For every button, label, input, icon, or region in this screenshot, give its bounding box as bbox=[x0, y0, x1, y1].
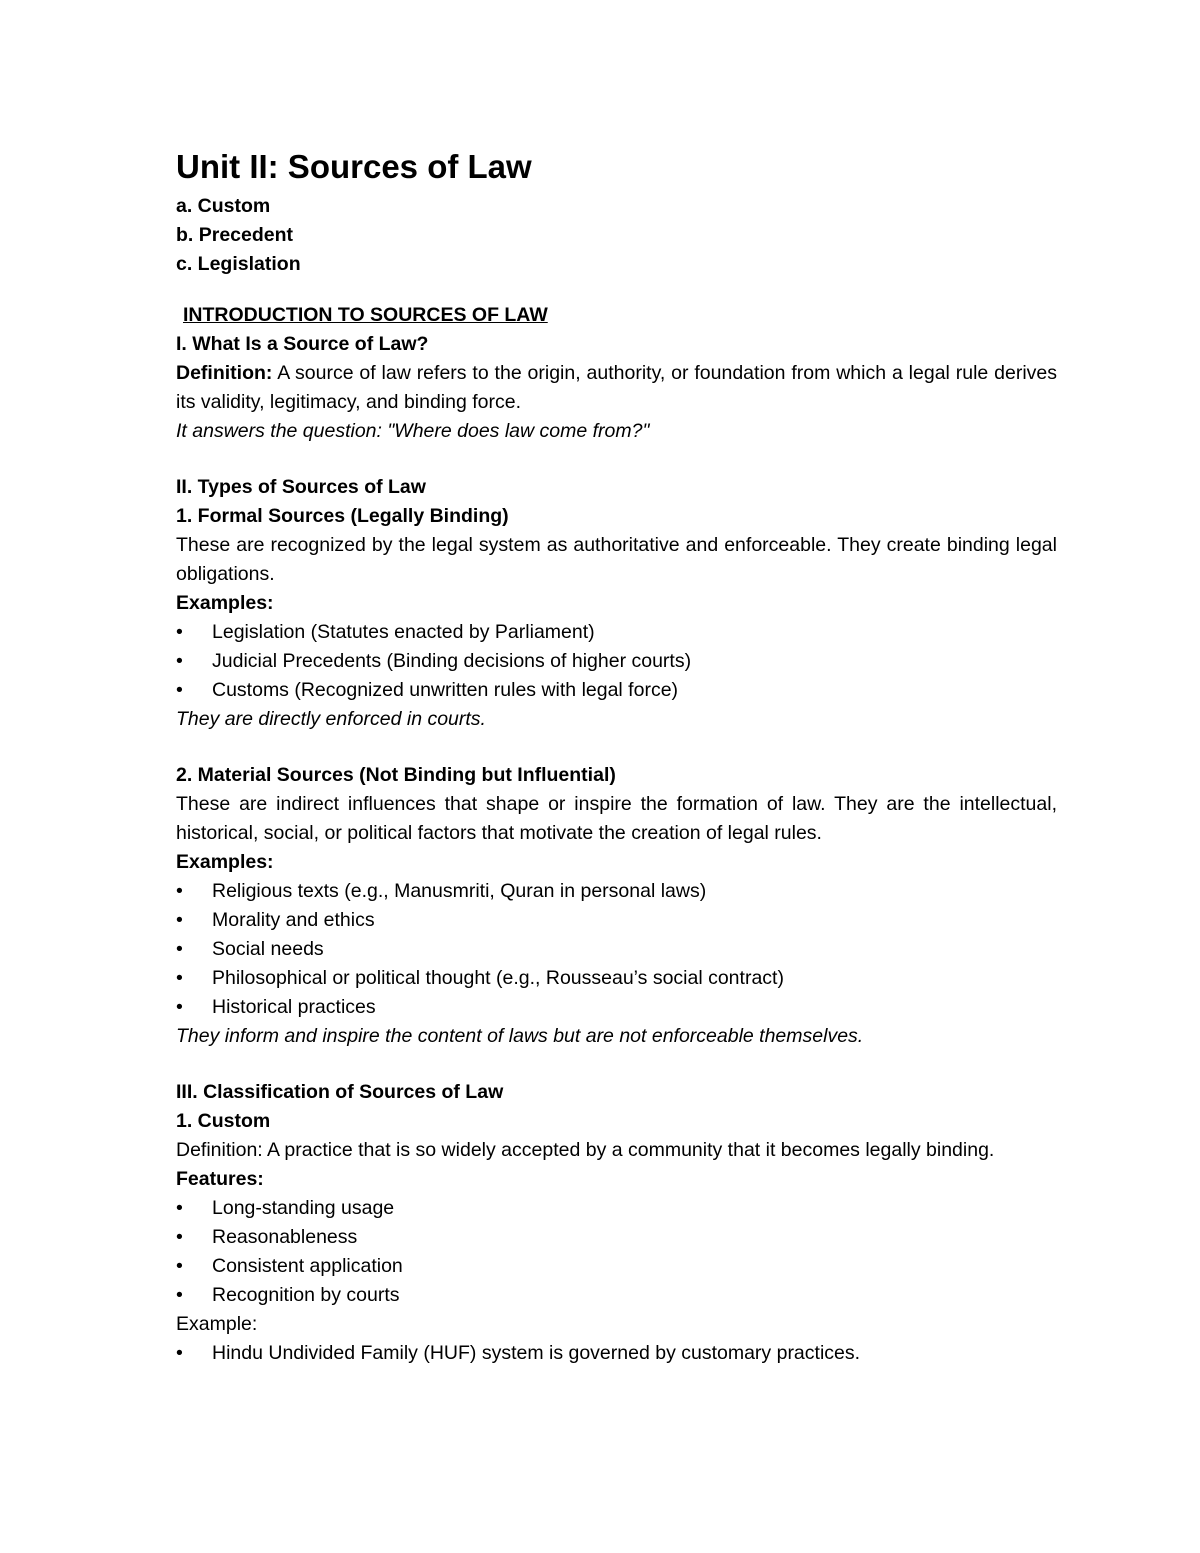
custom-definition: Definition: A practice that is so widely accepted by a community that it becomes legally binding. bbox=[176, 1139, 995, 1161]
list-item: • Religious texts (e.g., Manusmriti, Quran in personal laws) bbox=[176, 877, 1057, 906]
list-item: • Long-standing usage bbox=[176, 1194, 1057, 1223]
bullet-icon: • bbox=[176, 621, 183, 643]
list-item: • Recognition by courts bbox=[176, 1281, 1057, 1310]
list-item: • Morality and ethics bbox=[176, 906, 1057, 935]
definition-paragraph bbox=[176, 359, 1057, 417]
intro-heading: INTRODUCTION TO SOURCES OF LAW bbox=[183, 304, 548, 326]
definition-text: A source of law refers to the origin, authority, or foundation from which a legal rule derives its validity, legitimacy, and binding force. bbox=[176, 362, 1057, 413]
example-label: Example: bbox=[176, 1313, 258, 1335]
bullet-icon: • bbox=[176, 650, 183, 672]
list-item: • Legislation (Statutes enacted by Parliament) bbox=[176, 618, 1057, 647]
bullet-icon: • bbox=[176, 1226, 183, 1248]
formal-examples-list bbox=[176, 618, 1057, 705]
bullet-icon: • bbox=[176, 1197, 183, 1219]
section-3-heading: III. Classification of Sources of Law bbox=[176, 1081, 504, 1103]
toc-item-custom: a. Custom bbox=[176, 195, 271, 217]
formal-sources-heading: 1. Formal Sources (Legally Binding) bbox=[176, 505, 509, 527]
question-line: It answers the question: "Where does law come from?" bbox=[176, 420, 650, 442]
material-sources-text: These are indirect influences that shape or inspire the formation of law. They are the intellectual, historical, social, or political factors that motivate the creation of legal rules. bbox=[176, 793, 1057, 844]
list-item: • Social needs bbox=[176, 935, 1057, 964]
material-note: They inform and inspire the content of laws but are not enforceable themselves. bbox=[176, 1025, 864, 1047]
page-title: Unit II: Sources of Law bbox=[176, 148, 532, 185]
custom-heading: 1. Custom bbox=[176, 1110, 271, 1132]
formal-sources-text: These are recognized by the legal system as authoritative and enforceable. They create binding legal obligations. bbox=[176, 534, 1057, 585]
bullet-icon: • bbox=[176, 1255, 183, 1277]
list-item: • Customs (Recognized unwritten rules with legal force) bbox=[176, 676, 1057, 705]
bullet-icon: • bbox=[176, 996, 183, 1018]
features-list bbox=[176, 1194, 1057, 1310]
custom-example-list bbox=[176, 1339, 1057, 1368]
list-item: • Hindu Undivided Family (HUF) system is governed by customary practices. bbox=[176, 1339, 1057, 1368]
list-item: • Philosophical or political thought (e.g., Rousseau’s social contract) bbox=[176, 964, 1057, 993]
bullet-icon: • bbox=[176, 938, 183, 960]
toc-item-legislation: c. Legislation bbox=[176, 253, 301, 275]
toc-item-precedent: b. Precedent bbox=[176, 224, 294, 246]
list-item: • Historical practices bbox=[176, 993, 1057, 1022]
material-examples-label: Examples: bbox=[176, 851, 274, 873]
bullet-icon: • bbox=[176, 679, 183, 701]
formal-note: They are directly enforced in courts. bbox=[176, 708, 486, 730]
features-label: Features: bbox=[176, 1168, 264, 1190]
section-1-heading: I. What Is a Source of Law? bbox=[176, 333, 429, 355]
section-2-heading: II. Types of Sources of Law bbox=[176, 476, 426, 498]
bullet-icon: • bbox=[176, 880, 183, 902]
bullet-icon: • bbox=[176, 1284, 183, 1306]
material-sources-heading: 2. Material Sources (Not Binding but Influential) bbox=[176, 764, 616, 786]
list-item: • Reasonableness bbox=[176, 1223, 1057, 1252]
formal-examples-label: Examples: bbox=[176, 592, 274, 614]
material-examples-list bbox=[176, 877, 1057, 1022]
definition-label: Definition: bbox=[176, 362, 273, 384]
bullet-icon: • bbox=[176, 1342, 183, 1364]
list-item: • Consistent application bbox=[176, 1252, 1057, 1281]
bullet-icon: • bbox=[176, 967, 183, 989]
bullet-icon: • bbox=[176, 909, 183, 931]
list-item: • Judicial Precedents (Binding decisions of higher courts) bbox=[176, 647, 1057, 676]
